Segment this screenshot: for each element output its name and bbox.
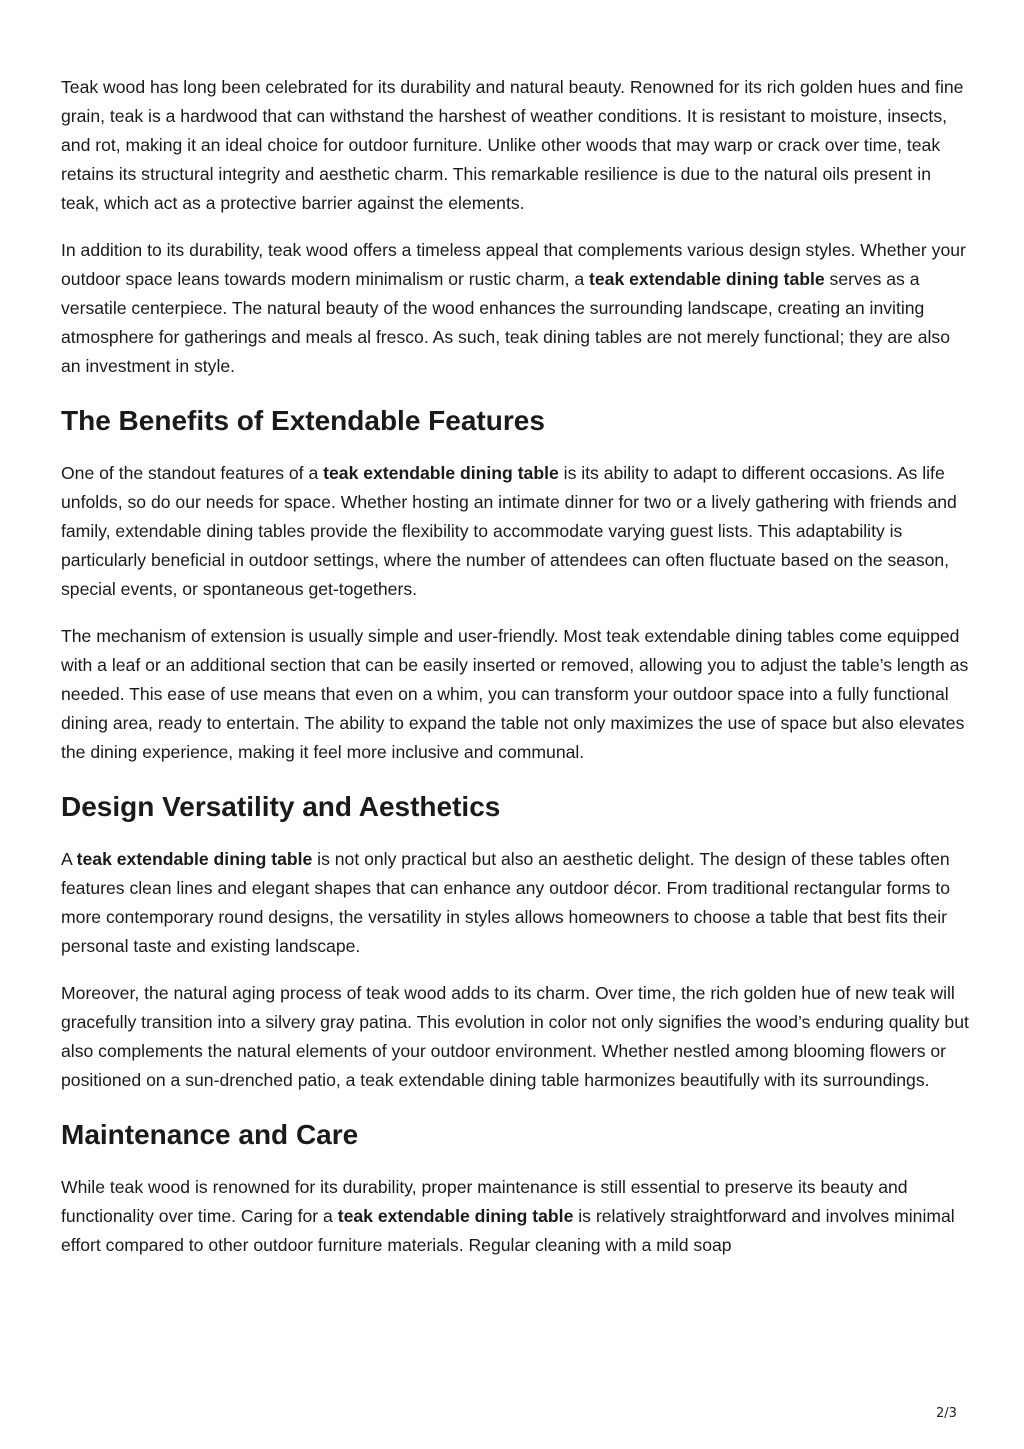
- text-run: Moreover, the natural aging process of teak wood adds to its charm. Over time, the rich golden hue of new teak will gracefully transition into a silvery gray patina. This evolution in color not only signifies the wood’s enduring quality but also complements the natural elements of your outdoor environment. Whether nestled among blooming flowers or positioned on a sun-drenched patio, a teak extendable dining table harmonizes beautifully with its surroundings.: [61, 983, 969, 1090]
- section-heading: Design Versatility and Aesthetics: [61, 791, 501, 822]
- paragraph: [61, 622, 971, 767]
- text-run: The mechanism of extension is usually simple and user-friendly. Most teak extendable dining tables come equipped with a leaf or an additional section that can be easily inserted or removed, allowing you to adjust the table’s length as needed. This ease of use means that even on a whim, you can transform your outdoor space into a fully functional dining area, ready to entertain. The ability to expand the table not only maximizes the use of space but also elevates the dining experience, making it feel more inclusive and communal.: [61, 626, 969, 762]
- bold-keyword: teak extendable dining table: [337, 1206, 574, 1226]
- bold-keyword: teak extendable dining table: [76, 849, 313, 869]
- maintenance-section: [61, 1117, 971, 1260]
- document-page: [61, 73, 971, 1278]
- section-heading: The Benefits of Extendable Features: [61, 405, 545, 436]
- section-heading: Maintenance and Care: [61, 1119, 359, 1150]
- design-section: [61, 789, 971, 1095]
- bold-keyword: teak extendable dining table: [323, 463, 559, 483]
- text-run: Teak wood has long been celebrated for its durability and natural beauty. Renowned for its rich golden hues and fine grain, teak is a hardwood that can withstand the harshest of weather conditions. It is resistant to moisture, insects, and rot, making it an ideal choice for outdoor furniture. Unlike other woods that may warp or crack over time, teak retains its structural integrity and aesthetic charm. This remarkable resilience is due to the natural oils present in teak, which act as a protective barrier against the elements.: [61, 77, 964, 213]
- text-run: A: [61, 849, 77, 869]
- page-number: 2/3: [936, 1406, 957, 1421]
- paragraph: [61, 236, 971, 381]
- benefits-section: [61, 403, 971, 767]
- paragraph: [61, 73, 971, 218]
- text-run: One of the standout features of a: [61, 463, 324, 483]
- paragraph: [61, 1173, 971, 1260]
- paragraph: [61, 459, 971, 604]
- text-run: serves as a versatile centerpiece. The natural beauty of the wood enhances the surrounding landscape, creating an inviting atmosphere for gatherings and meals al fresco. As such, teak dining tables are not merely functional; they are also an investment in style.: [61, 269, 950, 376]
- bold-keyword: teak extendable dining table: [589, 269, 825, 289]
- text-run: In addition to its durability, teak wood offers a timeless appeal that complements various design styles. Whether your outdoor space leans towards modern minimalism or rustic charm, a: [61, 240, 966, 289]
- paragraph: [61, 845, 971, 961]
- intro-section: [61, 73, 971, 381]
- text-run: is its ability to adapt to different occasions. As life unfolds, so do our needs for space. Whether hosting an intimate dinner for two or a lively gathering with friends and family, extendable dining tables provide the flexibility to accommodate varying guest lists. This adaptability is particularly beneficial in outdoor settings, where the number of attendees can often fluctuate based on the season, special events, or spontaneous get-togethers.: [61, 463, 957, 599]
- text-run: While teak wood is renowned for its durability, proper maintenance is still essential to preserve its beauty and functionality over time. Caring for a: [61, 1177, 908, 1226]
- text-run: is not only practical but also an aesthetic delight. The design of these tables often features clean lines and elegant shapes that can enhance any outdoor décor. From traditional rectangular forms to more contemporary round designs, the versatility in styles allows homeowners to choose a table that best fits their personal taste and existing landscape.: [61, 849, 951, 956]
- text-run: is relatively straightforward and involves minimal effort compared to other outdoor furniture materials. Regular cleaning with a mild soap: [61, 1206, 955, 1255]
- paragraph: [61, 979, 971, 1095]
